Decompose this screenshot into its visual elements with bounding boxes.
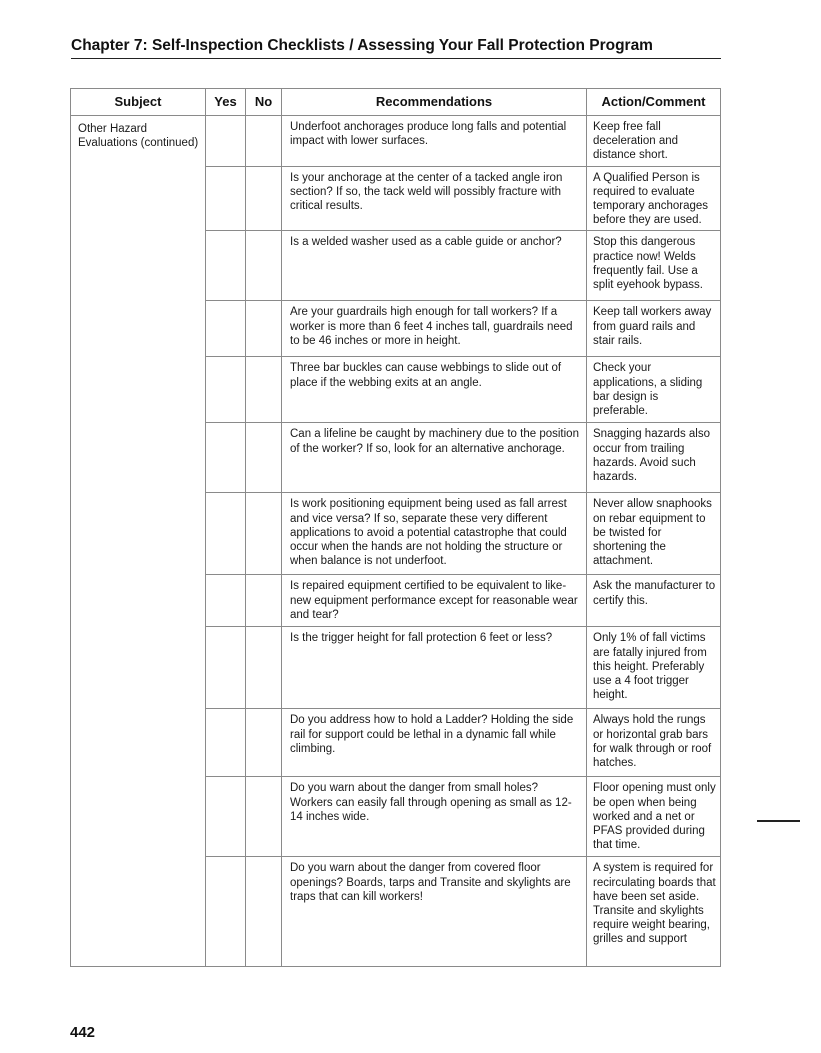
table-header-row — [71, 89, 721, 116]
action-comment-text: Only 1% of fall victims are fatally injured from this height. Preferably use a 4 foot trigger height. — [587, 627, 721, 709]
action-comment-text: A system is required for recirculating boards that have been set aside. Transite and skylights require weight bearing, grilles and support — [587, 857, 721, 967]
recommendation-text: Is the trigger height for fall protection 6 feet or less? — [282, 627, 587, 709]
yes-checkbox-cell[interactable] — [206, 575, 246, 627]
action-comment-text: Ask the manufacturer to certify this. — [587, 575, 721, 627]
action-comment-text: Stop this dangerous practice now! Welds frequently fail. Use a split eyehook bypass. — [587, 231, 721, 301]
checklist-table — [70, 88, 721, 967]
column-header-action-comment: Action/Comment — [587, 89, 721, 116]
no-checkbox-cell[interactable] — [246, 627, 282, 709]
subject-cell: Other Hazard Evaluations (continued) — [71, 116, 206, 967]
no-checkbox-cell[interactable] — [246, 777, 282, 857]
page-header — [71, 36, 721, 59]
yes-checkbox-cell[interactable] — [206, 301, 246, 357]
column-header-no: No — [246, 89, 282, 116]
no-checkbox-cell[interactable] — [246, 116, 282, 167]
no-checkbox-cell[interactable] — [246, 423, 282, 493]
action-comment-text: A Qualified Person is required to evaluate temporary anchorages before they are used. — [587, 166, 721, 231]
no-checkbox-cell[interactable] — [246, 357, 282, 423]
yes-checkbox-cell[interactable] — [206, 493, 246, 575]
no-checkbox-cell[interactable] — [246, 231, 282, 301]
recommendation-text: Do you warn about the danger from small holes? Workers can easily fall through opening as small as 12-14 inches wide. — [282, 777, 587, 857]
recommendation-text: Is repaired equipment certified to be equivalent to like-new equipment performance except for reasonable wear and tear? — [282, 575, 587, 627]
action-comment-text: Snagging hazards also occur from trailing hazards. Avoid such hazards. — [587, 423, 721, 493]
column-header-yes: Yes — [206, 89, 246, 116]
yes-checkbox-cell[interactable] — [206, 627, 246, 709]
action-comment-text: Floor opening must only be open when being worked and a net or PFAS provided during that time. — [587, 777, 721, 857]
yes-checkbox-cell[interactable] — [206, 423, 246, 493]
yes-checkbox-cell[interactable] — [206, 116, 246, 167]
no-checkbox-cell[interactable] — [246, 709, 282, 777]
no-checkbox-cell[interactable] — [246, 575, 282, 627]
action-comment-text: Always hold the rungs or horizontal grab bars for walk through or roof hatches. — [587, 709, 721, 777]
action-comment-text: Keep tall workers away from guard rails and stair rails. — [587, 301, 721, 357]
no-checkbox-cell[interactable] — [246, 166, 282, 231]
yes-checkbox-cell[interactable] — [206, 231, 246, 301]
yes-checkbox-cell[interactable] — [206, 777, 246, 857]
recommendation-text: Three bar buckles can cause webbings to slide out of place if the webbing exits at an angle. — [282, 357, 587, 423]
table-row — [71, 116, 721, 167]
yes-checkbox-cell[interactable] — [206, 709, 246, 777]
recommendation-text: Are your guardrails high enough for tall workers? If a worker is more than 6 feet 4 inches tall, guardrails need to be 46 inches or more in height. — [282, 301, 587, 357]
recommendation-text: Do you warn about the danger from covered floor openings? Boards, tarps and Transite and skylights are traps that can kill workers! — [282, 857, 587, 967]
recommendation-text: Underfoot anchorages produce long falls and potential impact with lower surfaces. — [282, 116, 587, 167]
action-comment-text: Keep free fall deceleration and distance short. — [587, 116, 721, 167]
no-checkbox-cell[interactable] — [246, 493, 282, 575]
recommendation-text: Can a lifeline be caught by machinery due to the position of the worker? If so, look for an alternative anchorage. — [282, 423, 587, 493]
recommendation-text: Is work positioning equipment being used as fall arrest and vice versa? If so, separate these very different applications to avoid a potential catastrophe that could occur when the hands are not holding the structure or when balance is not underfoot. — [282, 493, 587, 575]
column-header-subject: Subject — [71, 89, 206, 116]
recommendation-text: Do you address how to hold a Ladder? Holding the side rail for support could be lethal in a dynamic fall while climbing. — [282, 709, 587, 777]
recommendation-text: Is a welded washer used as a cable guide or anchor? — [282, 231, 587, 301]
yes-checkbox-cell[interactable] — [206, 166, 246, 231]
action-comment-text: Never allow snaphooks on rebar equipment to be twisted for shortening the attachment. — [587, 493, 721, 575]
no-checkbox-cell[interactable] — [246, 301, 282, 357]
yes-checkbox-cell[interactable] — [206, 357, 246, 423]
chapter-title: Chapter 7: Self-Inspection Checklists / Assessing Your Fall Protection Program — [71, 37, 653, 54]
page-number: 442 — [70, 1024, 96, 1041]
action-comment-text: Check your applications, a sliding bar design is preferable. — [587, 357, 721, 423]
recommendation-text: Is your anchorage at the center of a tacked angle iron section? If so, the tack weld will possibly fracture with critical results. — [282, 166, 587, 231]
yes-checkbox-cell[interactable] — [206, 857, 246, 967]
column-header-recommendations: Recommendations — [282, 89, 587, 116]
no-checkbox-cell[interactable] — [246, 857, 282, 967]
margin-mark — [757, 820, 800, 822]
